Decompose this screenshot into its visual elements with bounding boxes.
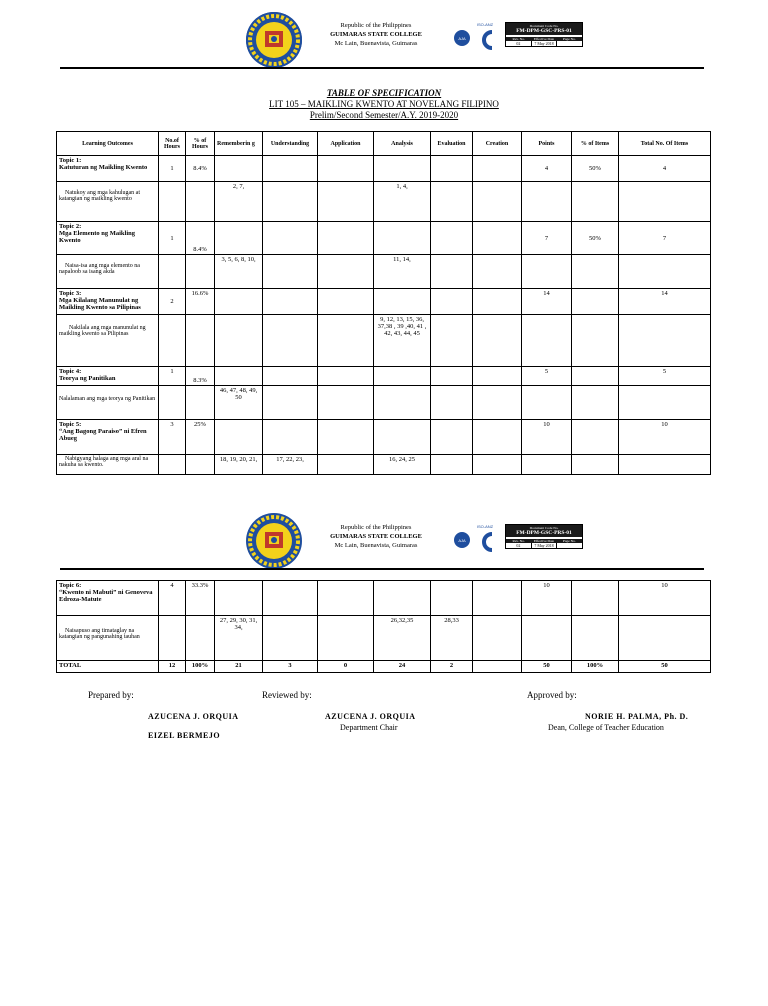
- total-items-cell: 7: [619, 222, 711, 255]
- pct-items-cell: 50%: [572, 156, 619, 182]
- document-code-box: [505, 524, 583, 549]
- table-row: [57, 222, 711, 255]
- hours-cell: 1: [159, 156, 186, 182]
- total-row: [57, 661, 711, 673]
- topic-number: Topic 3:: [59, 290, 82, 297]
- total-pct-hours: 100%: [186, 661, 215, 673]
- pct-items-cell: 50%: [572, 222, 619, 255]
- page-value: [557, 41, 582, 46]
- outcome-cell: Nabigyang halaga ang mga aral na nakuha sa kwento.: [57, 455, 159, 475]
- college-seal-icon: [245, 512, 303, 570]
- header-college-name: GUIMARAS STATE COLLEGE: [330, 31, 422, 38]
- eff-value: 7 May 2018: [532, 41, 558, 46]
- topic-number: Topic 5:: [59, 421, 82, 428]
- doc-code-label: Document Code No.: [529, 526, 559, 530]
- pct-items-cell: [572, 289, 619, 315]
- analysis-cell: [374, 386, 431, 420]
- topic-name: Teorya ng Panitikan: [59, 375, 116, 382]
- rev-label: Rev. No.: [512, 539, 525, 543]
- understanding-cell: [263, 616, 318, 661]
- total-analysis: 24: [374, 661, 431, 673]
- col-total-items: Total No. Of Items: [619, 132, 711, 156]
- evaluation-cell: 28,33: [431, 616, 473, 661]
- hours-cell: 2: [159, 289, 186, 315]
- prepared-name-2: EIZEL BERMEJO: [148, 731, 221, 740]
- total-points: 50: [522, 661, 572, 673]
- iso-logo-text: ISO-ANZ: [476, 22, 494, 27]
- remembering-cell: 3, 5, 6, 8, 10,: [215, 255, 263, 289]
- table-row: [57, 255, 711, 289]
- table-row: [57, 455, 711, 475]
- header-address: Mc Lain, Buenavista, Guimaras: [334, 542, 418, 549]
- topic-name: “Ang Bagong Paraiso” ni Efren Abueg: [59, 428, 147, 442]
- total-creation: [473, 661, 522, 673]
- points-cell: 10: [522, 420, 572, 455]
- pct-items-cell: [572, 367, 619, 386]
- outcome-cell: Nakilala ang mga manunulat ng maikling kwento sa Pilipinas: [57, 315, 159, 367]
- header-address: Mc Lain, Buenavista, Guimaras: [334, 40, 418, 47]
- understanding-cell: 17, 22, 23,: [263, 455, 318, 475]
- understanding-cell: [263, 386, 318, 420]
- analysis-cell: 11, 14,: [374, 255, 431, 289]
- title-course: LIT 105 – MAIKLING KWENTO AT NOVELANG FILIPINO: [269, 99, 499, 109]
- header-republic: Republic of the Philippines: [340, 524, 412, 531]
- topic-number: Topic 1:: [59, 157, 82, 164]
- page-label: Page No.: [562, 539, 576, 543]
- page-value: [557, 543, 582, 548]
- document-code-box: [505, 22, 583, 47]
- eff-value: 7 May 2018: [532, 543, 558, 548]
- topic-number: Topic 6:: [59, 582, 82, 589]
- aja-logo-text: AJA: [458, 36, 466, 41]
- points-cell: 14: [522, 289, 572, 315]
- total-items-cell: 10: [619, 420, 711, 455]
- col-understanding: Understanding: [263, 132, 318, 156]
- points-cell: 4: [522, 156, 572, 182]
- understanding-cell: [263, 315, 318, 367]
- total-hours: 12: [159, 661, 186, 673]
- aja-logo-text: AJA: [458, 538, 466, 543]
- total-remembering: 21: [215, 661, 263, 673]
- hours-cell: 1: [159, 367, 186, 386]
- college-header: [296, 21, 456, 48]
- total-items-cell: 10: [619, 581, 711, 616]
- col-evaluation: Evaluation: [431, 132, 473, 156]
- pct-items-cell: [572, 420, 619, 455]
- table-row: [57, 315, 711, 367]
- remembering-cell: [215, 315, 263, 367]
- col-creation: Creation: [473, 132, 522, 156]
- topic-number: Topic 4:: [59, 368, 82, 375]
- college-seal-icon: [245, 11, 303, 69]
- col-remembering: Rememberin g: [215, 132, 263, 156]
- pct-hours-cell: 8.3%: [186, 367, 215, 386]
- col-learning-outcomes: Learning Outcomes: [57, 132, 159, 156]
- remembering-cell: 18, 19, 20, 21,: [215, 455, 263, 475]
- outcome-cell: Nalalaman ang mga teorya ng Panitikan: [57, 386, 159, 420]
- iso-logo-text: ISO-ANZ: [476, 524, 494, 529]
- table-row: [57, 367, 711, 386]
- outcome-cell: Naisa-isa ang mga elemento na napaloob sa isang akda: [57, 255, 159, 289]
- total-understanding: 3: [263, 661, 318, 673]
- approved-name: NORIE H. PALMA, Ph. D.: [585, 712, 689, 721]
- table-row: [57, 289, 711, 315]
- rev-value: 02: [506, 41, 532, 46]
- remembering-cell: 46, 47, 48, 49, 50: [215, 386, 263, 420]
- table-row: [57, 420, 711, 455]
- pct-hours-cell: 16.6%: [186, 289, 215, 315]
- col-analysis: Analysis: [374, 132, 431, 156]
- hours-cell: 4: [159, 581, 186, 616]
- header-college-name: GUIMARAS STATE COLLEGE: [330, 533, 422, 540]
- total-evaluation: 2: [431, 661, 473, 673]
- title-term: Prelim/Second Semester/A.Y. 2019-2020: [309, 110, 459, 120]
- prepared-by-label: Prepared by:: [88, 690, 134, 700]
- analysis-cell: 16, 24, 25: [374, 455, 431, 475]
- table-header-row: [57, 132, 711, 156]
- outcome-cell: Naisapuso ang timataglay na katangian ng pangunahing tauhan: [57, 616, 159, 661]
- topic-number: Topic 2:: [59, 223, 82, 230]
- college-header-page2: [296, 523, 456, 550]
- total-pct-items: 100%: [572, 661, 619, 673]
- col-hours: No.of Hours: [159, 132, 186, 156]
- topic-name: Katuturan ng Maikling Kwento: [59, 164, 148, 171]
- pct-hours-cell: 8.4%: [186, 156, 215, 182]
- header-divider: [60, 67, 704, 69]
- iso-certification-logo: [452, 522, 502, 554]
- total-label: TOTAL: [57, 661, 159, 673]
- col-pct-hours: % of Hours: [186, 132, 215, 156]
- prepared-name-1: AZUCENA J. ORQUIA: [148, 712, 239, 721]
- points-cell: 7: [522, 222, 572, 255]
- analysis-cell: 1, 4,: [374, 182, 431, 222]
- header-divider: [60, 568, 704, 570]
- hours-cell: 3: [159, 420, 186, 455]
- eff-label: Effective Date: [533, 539, 555, 543]
- pct-hours-cell: 33.3%: [186, 581, 215, 616]
- topic-name: Mga Elemento ng Maikling Kwento: [59, 230, 136, 244]
- rev-label: Rev. No.: [512, 37, 525, 41]
- approved-by-label: Approved by:: [527, 690, 577, 700]
- doc-code: FM-DPM-GSC-PRS-01: [516, 530, 572, 536]
- doc-code: FM-DPM-GSC-PRS-01: [516, 28, 572, 34]
- understanding-cell: [263, 182, 318, 222]
- total-application: 0: [318, 661, 374, 673]
- remembering-cell: 2, 7,: [215, 182, 263, 222]
- rev-value: 02: [506, 543, 532, 548]
- total-items-cell: 5: [619, 367, 711, 386]
- points-cell: 5: [522, 367, 572, 386]
- total-items: 50: [619, 661, 711, 673]
- points-cell: 10: [522, 581, 572, 616]
- specification-table-page1: [56, 131, 711, 475]
- analysis-cell: 9, 12, 13, 15, 36, 37,38 , 39 ,40, 41 , 42, 43, 44, 45: [374, 315, 431, 367]
- remembering-cell: 27, 29, 30, 31, 34,: [215, 616, 263, 661]
- total-items-cell: 14: [619, 289, 711, 315]
- col-pct-items: % of Items: [572, 132, 619, 156]
- approved-role: Dean, College of Teacher Education: [548, 723, 664, 732]
- topic-name: “Kwento ni Mabuti” ni Genoveva Edroza-Matute: [59, 589, 153, 603]
- table-row: [57, 386, 711, 420]
- eff-label: Effective Date: [533, 37, 555, 41]
- analysis-cell: 26,32,35: [374, 616, 431, 661]
- table-row: [57, 616, 711, 661]
- understanding-cell: [263, 255, 318, 289]
- table-row: [57, 182, 711, 222]
- hours-cell: 1: [159, 222, 186, 255]
- total-items-cell: 4: [619, 156, 711, 182]
- iso-certification-logo: [452, 20, 502, 52]
- reviewed-by-label: Reviewed by:: [262, 690, 312, 700]
- table-row: [57, 581, 711, 616]
- reviewed-role: Department Chair: [340, 723, 398, 732]
- outcome-cell: Natukoy ang mga kahulugan at katangian ng maikling kwento: [57, 182, 159, 222]
- col-application: Application: [318, 132, 374, 156]
- title-main: TABLE OF SPECIFICATION: [326, 88, 442, 98]
- page-label: Page No.: [562, 37, 576, 41]
- pct-hours-cell: 25%: [186, 420, 215, 455]
- pct-hours-cell: 8.4%: [186, 222, 215, 255]
- specification-table-page2: [56, 580, 711, 673]
- table-row: [57, 156, 711, 182]
- topic-name: Mga Kilalang Manunulat ng Maikling Kwento sa Pilipinas: [59, 297, 141, 311]
- doc-code-label: Document Code No.: [529, 24, 559, 28]
- document-title: [0, 88, 768, 121]
- reviewed-name: AZUCENA J. ORQUIA: [325, 712, 416, 721]
- col-points: Points: [522, 132, 572, 156]
- header-republic: Republic of the Philippines: [340, 22, 412, 29]
- pct-items-cell: [572, 581, 619, 616]
